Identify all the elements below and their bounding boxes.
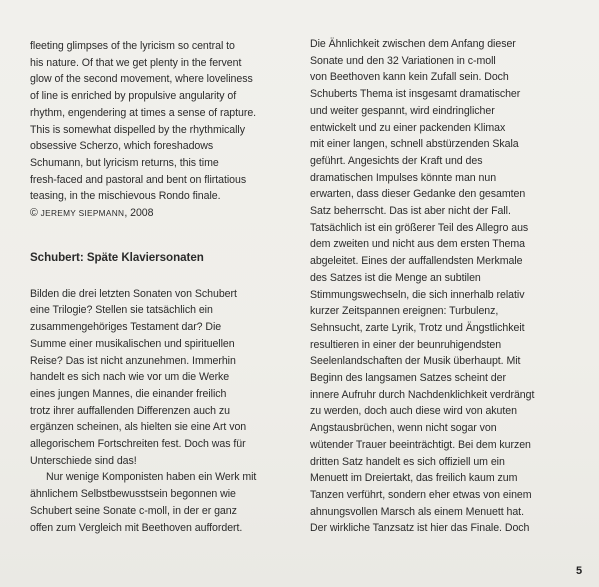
credit-year: , 2008: [124, 207, 154, 220]
text-line: eines jungen Mannes, die einander freilich: [30, 387, 227, 400]
text-line: Nur wenige Komponisten haben ein Werk mit: [46, 471, 257, 484]
text-line: erwarten, dass dieser Gedanke den gesamten: [310, 188, 526, 201]
text-line: Sonate und den 32 Variationen in c-moll: [310, 54, 496, 67]
text-line: abgeleitet. Eines der auffallendsten Merkmale: [310, 255, 523, 268]
text-line: Sehnsucht, zarte Lyrik, Trotz und Ängstlichkeit: [310, 321, 525, 334]
text-line: dramatischen Impulses könnte man nun: [310, 171, 497, 184]
text-line: glow of the second movement, where loveliness: [30, 73, 253, 86]
page-number: 5: [576, 565, 583, 577]
text-line: wütender Trauer beeinträchtigt. Bei dem kurzen: [310, 438, 531, 451]
text-line: Schuberts Thema ist insgesamt dramatischer: [310, 88, 521, 101]
text-line: rhythm, engendering at times a sense of rapture.: [30, 106, 257, 119]
text-line: zu werden, doch auch diese wird von akuten: [310, 405, 517, 418]
text-line: Menuett im Dreiertakt, das freilich kaum zum: [310, 472, 518, 485]
text-line: resultieren in einer der beunruhigendsten: [310, 338, 502, 351]
text-line: This is somewhat dispelled by the rhythmically: [30, 123, 245, 136]
text-line: obsessive Scherzo, which foreshadows: [30, 140, 214, 153]
right-column: [310, 36, 572, 537]
text-line: Bilden die drei letzten Sonaten von Schubert: [30, 287, 237, 300]
text-line: eine Trilogie? Stellen sie tatsächlich ein: [30, 304, 213, 317]
text-line: entwickelt und zu einer packenden Klimax: [310, 121, 506, 134]
text-line: Die Ähnlichkeit zwischen dem Anfang dieser: [310, 38, 516, 50]
text-line: Seelenlandschaften der Musik überhaupt. Mit: [310, 355, 521, 368]
text-line: his nature. Of that we get plenty in the fervent: [30, 56, 242, 69]
text-line: kurzer Zeitspannen ereignen: Turbulenz,: [310, 305, 499, 318]
german-paragraph-2: [30, 469, 292, 536]
text-line: fresh-faced and pastoral and bent on flirtatious: [30, 173, 247, 186]
text-line: Stimmungswechseln, die sich innerhalb relativ: [310, 288, 525, 301]
author-name: JEREMY SIEPMANN: [40, 208, 125, 219]
text-line: Summe einer musikalischen und spirituellen: [30, 337, 235, 350]
text-line: innere Aufruhr durch Nachdenklichkeit verdrängt: [310, 388, 535, 401]
text-line: dem zweiten und nicht aus dem ersten Thema: [310, 238, 525, 251]
text-line: zusammengehöriges Testament dar? Die: [30, 321, 222, 334]
text-line: Tatsächlich ist ein größerer Teil des Allegro aus: [310, 221, 529, 234]
german-paragraph-3: [310, 36, 572, 537]
text-line: dritten Satz handelt es sich offiziell um ein: [310, 455, 505, 468]
text-line: von Beethoven kann kein Zufall sein. Doch: [310, 71, 509, 84]
left-column: [30, 38, 292, 536]
text-line: Beginn des langsamen Satzes scheint der: [310, 372, 506, 385]
text-line: offen zum Vergleich mit Beethoven auffordert.: [30, 521, 243, 534]
german-paragraph-1: [30, 286, 292, 470]
text-line: Schumann, but lyricism returns, this time: [30, 156, 219, 169]
author-credit: [30, 205, 292, 222]
text-line: teasing, in the mischievous Rondo finale.: [30, 190, 221, 203]
text-line: of line is enriched by propulsive angularity of: [30, 90, 237, 103]
text-line: Angstausbrüchen, wenn nicht sogar von: [310, 422, 497, 435]
text-line: Der wirkliche Tanzsatz ist hier das Finale. Doch: [310, 522, 530, 535]
text-line: ähnlichem Selbstbewusstsein begonnen wie: [30, 488, 236, 501]
text-line: Tanzen verführt, sondern eher etwas von einem: [310, 488, 532, 501]
text-line: des Satzes ist die Menge an subtilen: [310, 271, 481, 284]
text-line: allegorischem Fortschreiten fest. Doch was für: [30, 438, 246, 451]
text-line: ahnungsvollen Marsch als einem Menuett hat.: [310, 505, 524, 518]
text-line: Unterschiede sind das!: [30, 454, 137, 467]
text-line: und weiter gespannt, wird eindringlicher: [310, 104, 495, 117]
text-line: handelt es sich nach wie vor um die Werke: [30, 371, 230, 384]
text-line: Schubert seine Sonate c-moll, in der er ganz: [30, 504, 237, 517]
text-line: ergänzen scheinen, als hielten sie eine Art von: [30, 421, 247, 434]
text-line: Satz beherrscht. Das ist aber nicht der Fall.: [310, 205, 511, 218]
text-line: fleeting glimpses of the lyricism so central to: [30, 40, 235, 52]
text-line: Reise? Das ist nicht anzunehmen. Immerhin: [30, 354, 236, 367]
copyright-symbol: ©: [30, 207, 38, 220]
english-paragraph: [30, 38, 292, 222]
text-line: geführt. Angesichts der Kraft und des: [310, 154, 483, 167]
text-line: mit einer langen, schnell abstürzenden Skala: [310, 138, 519, 151]
text-line: trotz ihrer auffallenden Differenzen auch zu: [30, 404, 230, 417]
section-heading: Schubert: Späte Klaviersonaten: [30, 250, 204, 264]
